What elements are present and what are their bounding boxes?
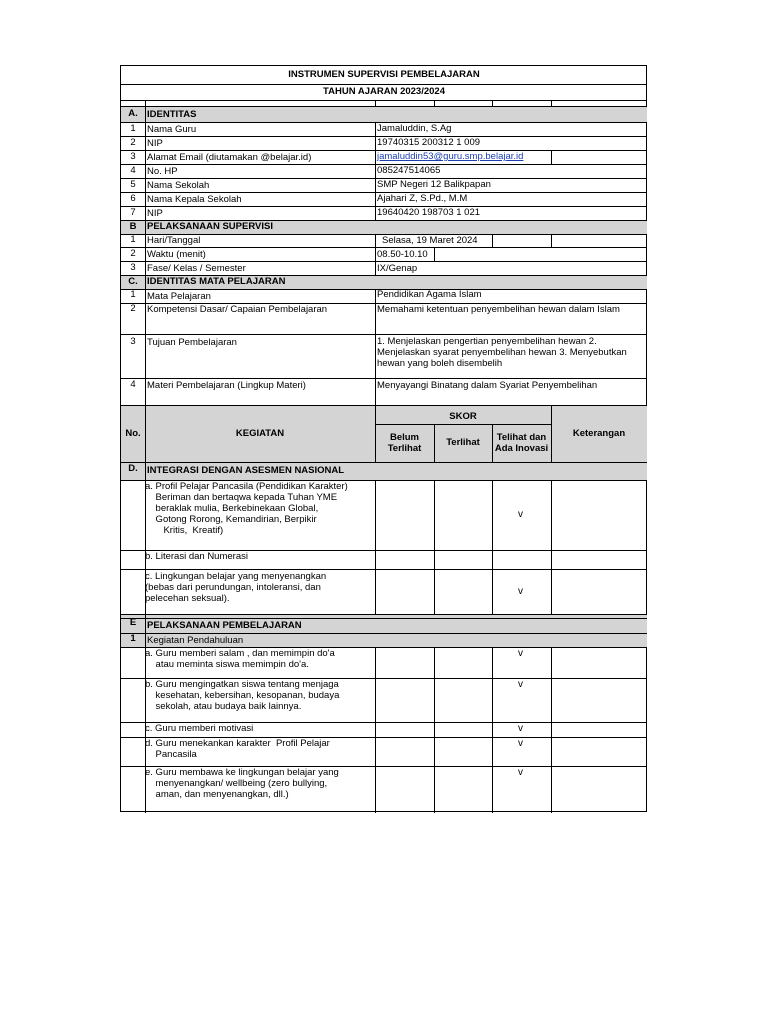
- kegiatan-d-a: a. Profil Pelajar Pancasila (Pendidikan Karakter) Beriman dan bertaqwa kepada Tuhan YME beraklak mulia, Berkebinekaan Global, Gotong Rorong, Kemandirian, Berpikir Kritis, Kreatif): [145, 481, 348, 536]
- row-no: 3: [130, 262, 136, 273]
- kegiatan-e-d: d. Guru menekankan karakter Profil Pelajar Pancasila: [145, 738, 330, 760]
- value-waktu: 08.50-10.10: [377, 249, 428, 260]
- label-nip-guru: NIP: [147, 138, 163, 149]
- check-mark: v: [518, 586, 523, 597]
- value-kompetensi: Memahami ketentuan penyembelihan hewan dalam Islam: [377, 304, 620, 315]
- label-hp: No. HP: [147, 166, 178, 177]
- row-no: 1: [130, 123, 136, 134]
- kegiatan-e-b: b. Guru mengingatkan siswa tentang menjaga kesehatan, kebersihan, kesopanan, budaya sekolah, atau budaya baik lainnya.: [145, 679, 340, 712]
- row-no: 5: [130, 179, 136, 190]
- value-sekolah: SMP Negeri 12 Balikpapan: [377, 179, 491, 190]
- label-nip-kepala: NIP: [147, 208, 163, 219]
- kegiatan-d-b: b. Literasi dan Numerasi: [145, 551, 248, 562]
- section-b-letter: B: [129, 221, 137, 232]
- label-nama-guru: Nama Guru: [147, 124, 197, 135]
- row-no: 6: [130, 193, 136, 204]
- row-no: 3: [130, 151, 136, 162]
- check-mark: v: [518, 723, 523, 734]
- row-no: 4: [130, 379, 136, 390]
- section-c-title: IDENTITAS MATA PELAJARAN: [147, 276, 286, 287]
- check-mark: v: [518, 648, 523, 659]
- value-materi: Menyayangi Binatang dalam Syariat Penyembelihan: [377, 380, 598, 391]
- label-kompetensi: Kompetensi Dasar/ Capaian Pembelajaran: [147, 304, 328, 315]
- row-no: 2: [130, 137, 136, 148]
- section-d-title: INTEGRASI DENGAN ASESMEN NASIONAL: [147, 465, 345, 476]
- kegiatan-e-a: a. Guru memberi salam , dan memimpin do'a atau meminta siswa memimpin do'a.: [145, 648, 335, 670]
- row-no: 2: [130, 248, 136, 259]
- row-no: 4: [130, 165, 136, 176]
- value-nama-guru: Jamaluddin, S.Ag: [377, 123, 452, 134]
- header-keterangan: Keterangan: [572, 428, 626, 439]
- section-b-title: PELAKSANAAN SUPERVISI: [147, 221, 273, 232]
- label-kepala-sekolah: Nama Kepala Sekolah: [147, 194, 242, 205]
- section-e-title: PELAKSANAAN PEMBELAJARAN: [147, 620, 302, 631]
- section-c-letter: C.: [128, 276, 138, 287]
- label-mata-pelajaran: Mata Pelajaran: [147, 291, 211, 302]
- check-mark: v: [518, 679, 523, 690]
- header-ada-inovasi: Telihat dan Ada Inovasi: [494, 432, 549, 454]
- sub-no: 1: [130, 633, 136, 644]
- header-belum-terlihat: Belum Terlihat: [387, 432, 422, 454]
- header-terlihat: Terlihat: [446, 437, 480, 448]
- section-a-letter: A.: [128, 108, 138, 119]
- label-waktu: Waktu (menit): [147, 249, 206, 260]
- label-materi: Materi Pembelajaran (Lingkup Materi): [147, 380, 306, 391]
- section-a-title: IDENTITAS: [147, 109, 197, 120]
- row-no: 2: [130, 303, 136, 314]
- form-title: INSTRUMEN SUPERVISI PEMBELAJARAN: [288, 69, 480, 80]
- header-no: No.: [125, 428, 141, 439]
- section-d-letter: D.: [128, 463, 138, 474]
- row-no: 1: [130, 289, 136, 300]
- kegiatan-e-c: c. Guru memberi motivasi: [145, 723, 254, 734]
- row-no: 3: [130, 336, 136, 347]
- value-nip-guru: 19740315 200312 1 009: [377, 137, 481, 148]
- value-nip-kepala: 19640420 198703 1 021: [377, 207, 481, 218]
- value-tujuan: 1. Menjelaskan pengertian penyembelihan hewan 2. Menjelaskan syarat penyembelihan hewan 3. Menyebutkan hewan yang boleh disembelih: [377, 336, 627, 369]
- label-tujuan: Tujuan Pembelajaran: [147, 337, 237, 348]
- value-fase-kelas: IX/Genap: [377, 263, 418, 274]
- label-email: Alamat Email (diutamakan @belajar.id): [147, 152, 312, 163]
- row-no: 7: [130, 207, 136, 218]
- header-kegiatan: KEGIATAN: [235, 428, 285, 439]
- section-e-letter: E: [129, 617, 137, 628]
- value-hp: 085247514065: [377, 165, 441, 176]
- check-mark: v: [518, 509, 523, 520]
- row-no: 1: [130, 234, 136, 245]
- supervision-form: [120, 65, 647, 812]
- label-fase-kelas: Fase/ Kelas / Semester: [147, 263, 246, 274]
- sub-title-pendahuluan: Kegiatan Pendahuluan: [147, 635, 244, 646]
- header-skor: SKOR: [449, 411, 477, 422]
- kegiatan-d-c: c. Lingkungan belajar yang menyenangkan (bebas dari perundungan, intoleransi, dan pelecehan seksual).: [145, 571, 327, 604]
- value-kepala-sekolah: Ajahari Z, S.Pd., M.M: [377, 193, 468, 204]
- label-sekolah: Nama Sekolah: [147, 180, 210, 191]
- value-mata-pelajaran: Pendidikan Agama Islam: [377, 289, 482, 300]
- kegiatan-e-e: e. Guru membawa ke lingkungan belajar yang menyenangkan/ wellbeing (zero bullying, aman, dan menyenangkan, dll.): [145, 767, 339, 800]
- check-mark: v: [518, 738, 523, 749]
- value-email-link[interactable]: jamaluddin53@guru.smp.belajar.id: [377, 151, 524, 162]
- label-hari-tanggal: Hari/Tanggal: [147, 235, 201, 246]
- value-hari-tanggal: Selasa, 19 Maret 2024: [382, 235, 478, 246]
- check-mark: v: [518, 767, 523, 778]
- academic-year: TAHUN AJARAN 2023/2024: [323, 86, 445, 97]
